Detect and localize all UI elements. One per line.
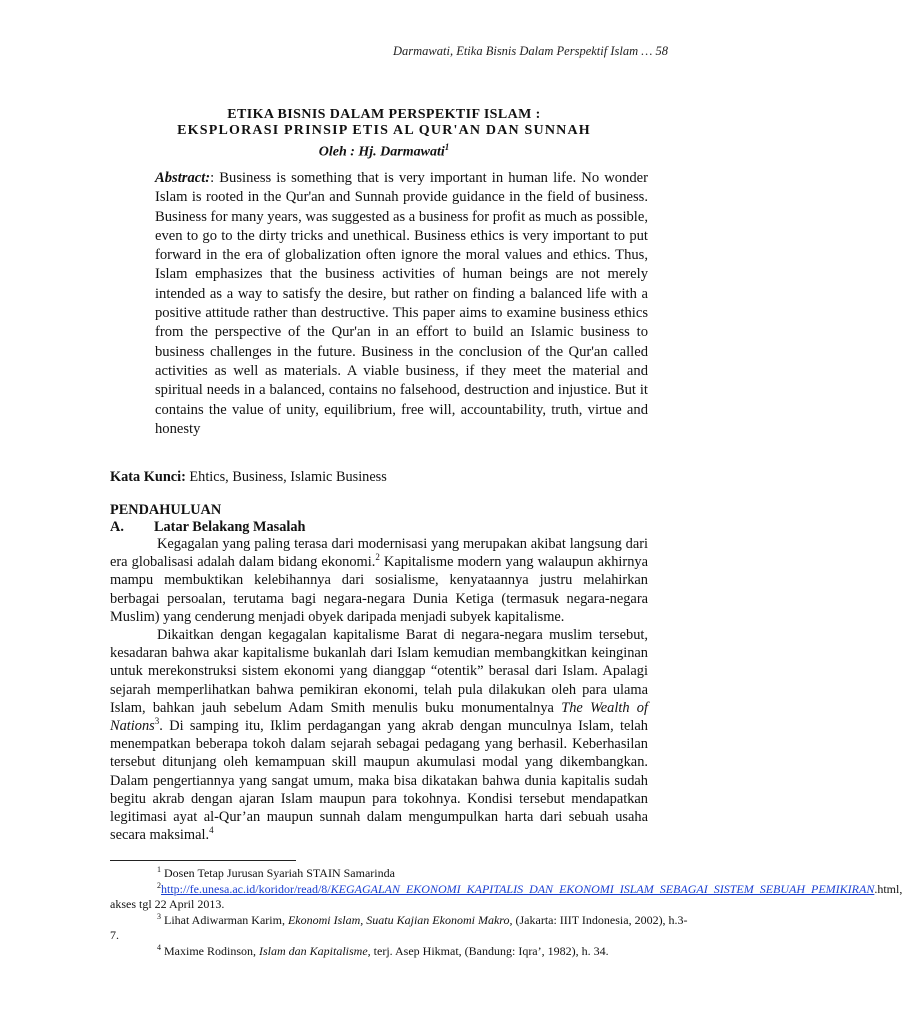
title-block <box>0 107 768 161</box>
keywords-text: Ehtics, Business, Islamic Business <box>185 469 387 485</box>
subsection-heading <box>110 519 305 536</box>
running-head: Darmawati, Etika Bisnis Dalam Perspektif Islam … 58 <box>393 44 668 58</box>
keywords <box>110 469 387 486</box>
footnote-3-text-b: (Jakarta: IIIT Indonesia, 2002), h.3-7. <box>110 912 688 942</box>
footnote-4-mark: 4 <box>157 942 161 952</box>
footnote-4-text-a: Maxime Rodinson, <box>161 943 259 958</box>
footnote-2-rest: .html, akses tgl 22 April 2013. <box>110 881 902 911</box>
author-line <box>0 139 768 161</box>
footnote-3-mark: 3 <box>157 911 161 921</box>
footnote-3-text-a: Lihat Adiwarman Karim, <box>161 912 288 927</box>
paper-title-line-1: ETIKA BISNIS DALAM PERSPEKTIF ISLAM : <box>227 107 541 122</box>
paragraph-1-text-a: Kegagalan yang paling terasa dari modernisasi yang merupakan akibat langsung dari era globalisasi adalah dalam bidang ekonomi. <box>110 536 648 571</box>
footnote-2-link[interactable] <box>161 882 874 896</box>
subsection-number: A. <box>110 519 124 535</box>
footnote-ref-4[interactable]: 4 <box>209 825 214 836</box>
paragraph-1-text-b: Kapitalisme modern yang walaupun akhirnya mampu membuktikan kelebihannya dari sosialisme, kenyataannya justru melahirkan berbagai persoalan, terutama bagi negara-negara Dunia Ketiga (termasuk negara-negara Muslim) yang cenderung menjadi obyek daripada menjadi subyek kapitalisme. <box>110 554 648 625</box>
paragraph-2 <box>110 626 648 844</box>
abstract <box>155 169 648 439</box>
footnote-1-text: Dosen Tetap Jurusan Syariah STAIN Samarinda <box>161 866 395 880</box>
footnote-divider <box>110 860 296 861</box>
footnote-1-mark: 1 <box>157 865 161 874</box>
paragraph-2-text-b: . Di samping itu, Iklim perdagangan yang akrab dengan munculnya Islam, telah menempatkan beberapa tokoh dalam sejarah sebagai pedagang yang berhasil. Keberhasilan tersebut ditunjang oleh kemampuan skill maupun akumulasi modal yang dikembangkan. Dalam pengertiannya yang sangat umum, maka bisa dikatakan bahwa dunia kapitalis sudah begitu akrab dengan ajaran Islam maupun para tokohnya. Kondisi tersebut mendapatkan legitimasi ayat al-Qur’an maupun sunnah dalam mengumpulkan harta dari sebuah usaha secara maksimal. <box>110 718 648 844</box>
paper-title-line-2: EKSPLORASI PRINSIP ETIS AL QUR'AN DAN SUNNAH <box>177 123 591 138</box>
abstract-text: : Business is something that is very important in human life. No wonder Islam is rooted in the Qur'an and Sunnah provide guidance in the field of business. Business for many years, was suggested as a business for profit as much as possible, even to go to the dirty tricks and unethical. Business ethics is very important to put forward in the era of globalization often ignore the moral values and ethics. Thus, Islam emphasizes that the business activities of human beings are not merely intended as a way to satisfy the desire, but rather on finding a balanced life with a positive attitude rather than destructive. This paper aims to examine business ethics from the perspective of the Qur'an in an effort to build an Islamic business to business challenges in the future. Business in the conclusion of the Qur'an called activities as well as materials. A viable business, if they meet the material and spiritual needs in a balanced, contains no falsehood, destruction and injustice. But it contains the value of unity, equilibrium, free will, accountability, truth, virtue and honesty <box>155 170 648 437</box>
author-name: Oleh : Hj. Darmawati <box>318 144 445 160</box>
subsection-title: Latar Belakang Masalah <box>154 519 306 535</box>
footnote-4-title: Islam dan Kapitalisme, <box>259 943 371 958</box>
footnote-ref-3[interactable]: 3 <box>154 716 160 727</box>
footnotes <box>110 865 902 959</box>
footnote-ref-2[interactable]: 2 <box>375 552 380 563</box>
paragraph-1 <box>110 535 648 626</box>
keywords-label: Kata Kunci: <box>110 469 186 485</box>
footnote-4 <box>110 944 694 960</box>
abstract-label: Abstract: <box>155 170 211 186</box>
paragraph-2-text-a: Dikaitkan dengan kegagalan kapitalisme Barat di negara-negara muslim tersebut, kesadaran bahwa akar kapitalisme bukanlah dari Islam kemudian membangkitkan keinginan untuk merekonstruksi sistem ekonomi yang dianggap “otentik” berasal dari Islam. Apalagi sejarah memperlihatkan bahwa pemikiran ekonomi, telah pula dilakukan oleh para ulama Islam, bahkan jauh sebelum Adam Smith menulis buku monumentalnya <box>110 627 648 716</box>
footnote-3-title: Ekonomi Islam, Suatu Kajian Ekonomi Makro, <box>287 912 513 927</box>
body-text <box>110 535 648 844</box>
footnote-2-url-italic[interactable]: KEGAGALAN_EKONOMI_KAPITALIS_DAN_EKONOMI_ISLAM_SEBAGAI_SISTEM_SEBUAH_PEMIKIRAN <box>330 881 875 896</box>
footnote-2-mark: 2 <box>157 880 161 890</box>
footnote-2-url[interactable]: http://fe.unesa.ac.id/koridor/read/8/ <box>161 881 331 896</box>
footnote-2 <box>110 880 902 913</box>
author-footnote-mark: 1 <box>444 142 450 152</box>
footnote-3 <box>110 913 694 944</box>
section-heading: PENDAHULUAN <box>110 502 222 518</box>
footnote-4-text-b: terj. Asep Hikmat, (Bandung: Iqra’, 1982), h. 34. <box>370 943 609 958</box>
footnote-1 <box>110 866 694 882</box>
book-title: The Wealth of Nations <box>110 699 648 735</box>
